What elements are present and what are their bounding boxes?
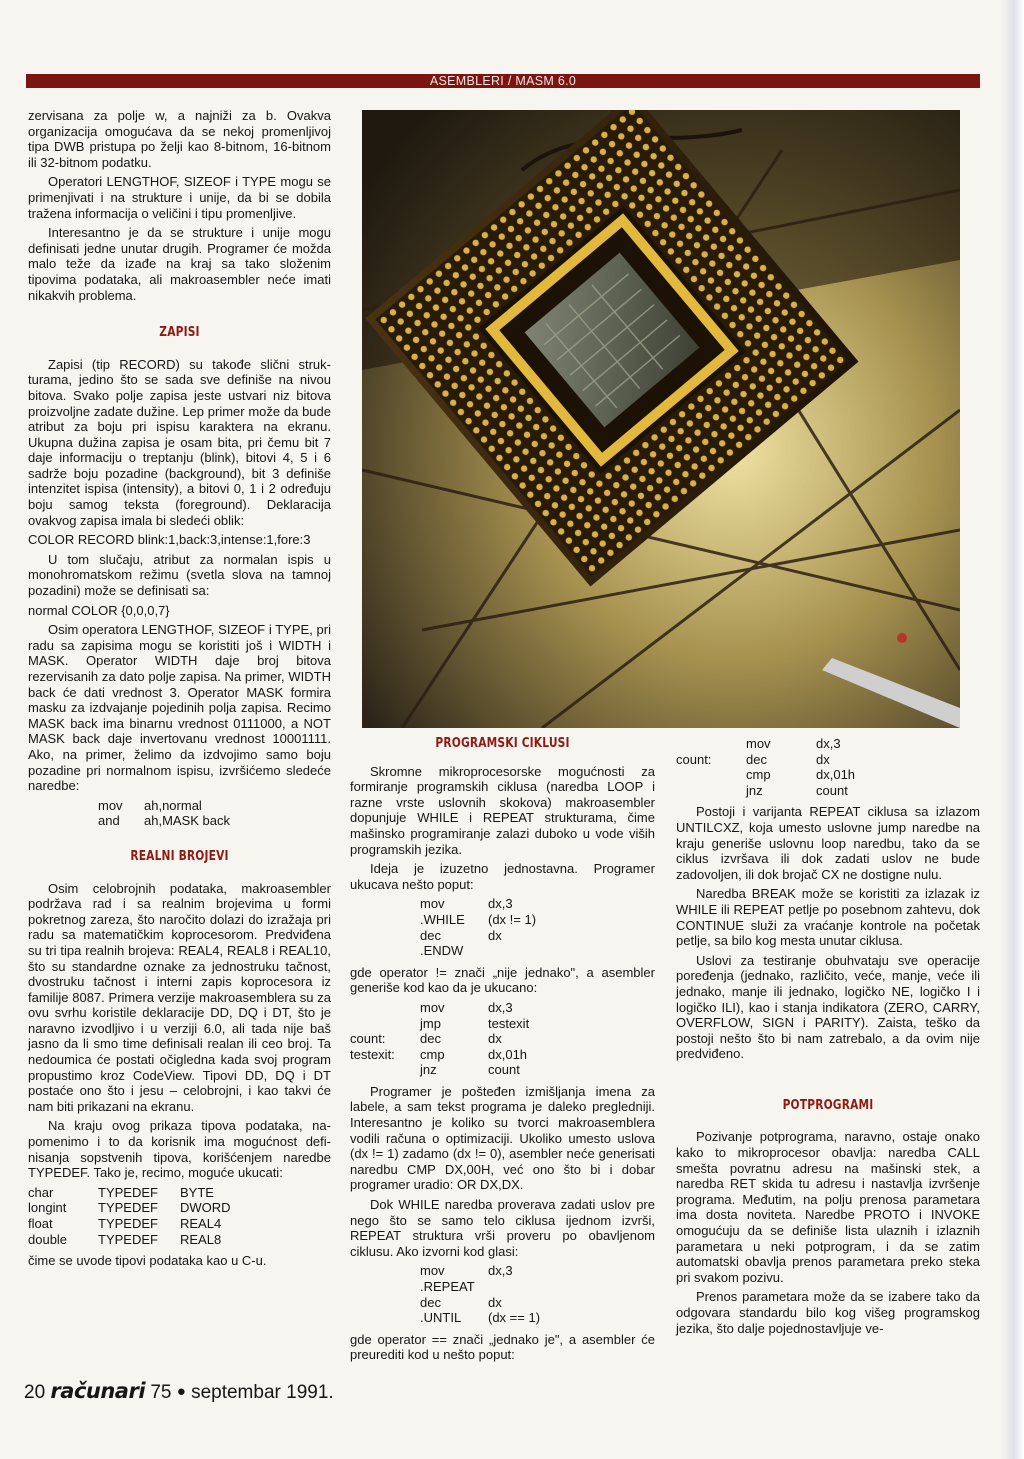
code-row xyxy=(350,1016,655,1032)
paragraph: Uslovi za testiranje obuhvataju sve operacije poređenja (jednako, različito, veće, manje, veće ili jednako, manje ili jednako, logičko NE, logičko I i logičko ILI), kao i stanja indikatora (ZERO, CARRY, OVERFLOW, SIGN i PARITY). Zaista, teško da postoji nešto što bi nam zatrebalo, a da ovim nije predviđeno. xyxy=(676,952,980,1062)
code-arg: testexit xyxy=(488,1015,530,1031)
paragraph: Zapisi (tip RECORD) su takođe slični strukturama, jedino što se sada sve definiše na nivou bitova. Svako polje zapisa jeste ustvari niz bitova proizvoljne zadate dužine. Lep primer može da bude atribut za boju pri ispisu karaktera na ekranu. Ukupna dužina zapisa je osam bita, pri čemu bit 7 daje informaciju o treptanju (blink), bitovi 4, 5 i 6 sadrže boju pozadine (background), bit 3 definiše intenzitet ispisa (intensity), a bitovi 0, 1 i 2 određuju boju samog teksta (foreground). Deklaracija ovakvog zapisa imala bi sledeći oblik: xyxy=(28,356,331,528)
section-title-realni-brojevi: REALNI BROJEVI xyxy=(130,848,229,864)
code-arg: dx,01h xyxy=(816,767,856,783)
code-row xyxy=(420,896,655,912)
typedef-name: double xyxy=(28,1231,68,1247)
code-arg: dx xyxy=(488,927,502,943)
code-op: .WHILE xyxy=(420,911,465,927)
code-op: cmp xyxy=(746,767,771,783)
typedef-keyword: TYPEDEF xyxy=(98,1231,158,1247)
code-label: count: xyxy=(350,1031,386,1047)
code-row xyxy=(350,1000,655,1016)
code-row xyxy=(420,928,655,944)
paragraph: Dok WHILE naredba proverava zadati uslov pre nego što se samo telo ciklusa ijednom izvrši, REPEAT struktura vrši proveru po obavljenom ciklusu. Ako izvorni kod glasi: xyxy=(350,1197,655,1259)
code-arg: dx xyxy=(816,751,830,767)
code-op: mov xyxy=(746,736,771,751)
code-op: .ENDW xyxy=(420,943,464,959)
paragraph: gde operator != znači „nije jednako", a asembler generiše kod kao da je ukucano: xyxy=(350,964,655,996)
code-row xyxy=(28,1216,331,1232)
paragraph: U tom slučaju, atribut za normalan ispis u monohromatskom režimu (svetla slova na tamnoj pozadini) može se definisati sa: xyxy=(28,551,331,599)
code-op: dec xyxy=(420,1031,441,1047)
typedef-type: REAL8 xyxy=(180,1231,222,1247)
paragraph: Osim operatora LENGTHOF, SIZEOF i TYPE, pri radu sa zapisima mogu se koristiti još i WIDTH i MASK. Operator WIDTH daje broj bitova rezervisanih za dato polje zapisa. Na primer, WIDTH back će dati vrednost 3. Operator MASK formira masku za izdvajanje pojedinih polja zapisa. Recimo MASK back ima binarnu vrednost 0111000, a NOT MASK back daje invertovanu vrednost 10001111. Ako, na primer, želimo da izdvojimo samo boju pozadine pri normalnom ispisu, izvršićemo sledeće naredbe: xyxy=(28,622,331,794)
code-arg: count xyxy=(488,1062,520,1078)
page-footer xyxy=(24,1380,334,1405)
typedef-name: float xyxy=(28,1216,53,1231)
code-op: dec xyxy=(420,927,441,943)
cpu-chip-photo xyxy=(362,110,960,728)
code-line: COLOR RECORD blink:1,back:3,intense:1,fore:3 xyxy=(28,532,311,548)
code-row xyxy=(676,752,980,768)
typedef-keyword: TYPEDEF xyxy=(98,1200,158,1216)
paragraph: Postoji i varijanta REPEAT ciklusa sa izlazom UNTILCXZ, koja umesto uslovne jump naredbe na kraju generiše uslovnu loop naredbu, tako da se ciklus izvršava ili dok zadati uslov ne bude zadovoljen, ili dok brojač CX ne dostigne nulu. xyxy=(676,804,980,882)
code-op: mov xyxy=(420,1263,445,1279)
issue-number: 75 xyxy=(150,1382,172,1403)
code-label xyxy=(350,1062,420,1078)
typedef-type: BYTE xyxy=(180,1184,214,1200)
code-row xyxy=(350,1031,655,1047)
code-row xyxy=(676,736,980,752)
paragraph: Prenos parametara može da se izabere tako da odgovara standardu bilo kog višeg programskog jezika, što dalje pojednostavljuje ve- xyxy=(676,1289,980,1336)
magazine-logo: računari xyxy=(50,1379,146,1403)
code-block xyxy=(350,896,655,958)
code-op: .UNTIL xyxy=(420,1310,462,1326)
paragraph: Operatori LENGTHOF, SIZEOF i TYPE mogu se primenjivati i na strukture i unije, da bi se dobila tražena informacija o veličini i tipu promenljive. xyxy=(28,174,331,221)
paragraph: Pozivanje potprograma, naravno, ostaje onako kako to mikroprocesor obavlja: naredba CALL smešta povratnu adresu na mašinski stek, a naredba RET skida tu adresu i nastavlja izvršenje programa. Međutim, na polju prenosa parametara ima dosta noviteta. Naredbe PROTO i INVOKE omogućuju da se definiše lista ulaznih i izlaznih parametara u neki potprogram, i da se zatim automatski obavlja prenos parametara preko steka pri svakom pozivu. xyxy=(676,1129,980,1285)
code-label xyxy=(676,783,746,799)
code-label xyxy=(350,1016,420,1032)
paragraph: zervisana za polje w, a najniži za b. Ovakva organizacija omogućava da se nekoj promenljivoj tipa DWB pristupa po želji kao 8-bitnom, 16-bitnom ili 32-bitnom podatku. xyxy=(28,108,331,170)
code-row xyxy=(350,1062,655,1078)
code-op: and xyxy=(98,813,120,829)
code-arg: dx,01h xyxy=(488,1046,528,1062)
code-op: jmp xyxy=(420,1015,441,1031)
paragraph: čime se uvode tipovi podataka kao u C-u. xyxy=(28,1253,267,1269)
code-op: mov xyxy=(98,797,123,813)
code-row xyxy=(420,1295,655,1311)
code-arg: dx,3 xyxy=(488,999,513,1015)
paragraph: gde operator == znači „jednako je", a asembler će preurediti kod u nešto poput: xyxy=(350,1331,655,1363)
section-title-potprogrami: POTPROGRAMI xyxy=(782,1097,874,1113)
running-header xyxy=(26,74,980,88)
typedef-name: char xyxy=(28,1184,54,1200)
code-row xyxy=(676,783,980,799)
code-row xyxy=(28,1185,331,1201)
typedef-keyword: TYPEDEF xyxy=(98,1184,158,1200)
code-op: mov xyxy=(420,999,445,1015)
paragraph: Programer je pošteđen izmišljanja imena za labele, a sam tekst programa je daleko pregledniji. Interesantno je koliko su tvorci makroasemblera vodili računa o optimizaciji. Ukoliko umesto uslova (dx != 1) zadamo (dx != 0), asembler neće generisati naredbu CMP DX,00H, već ono što bi i dobar programer uradio: OR DX,DX. xyxy=(350,1083,655,1193)
code-arg: dx xyxy=(488,1031,502,1047)
page-number: 20 xyxy=(24,1382,46,1403)
paragraph: Na kraju ovog prikaza tipova podataka, napomenimo i to da korisnik ima mogućnost definisanja sopstvenih tipova, korišćenjem naredbe TYPEDEF. Tako je, recimo, moguće ukucati: xyxy=(28,1118,331,1181)
code-arg: (dx != 1) xyxy=(488,911,537,927)
typedef-block xyxy=(28,1185,331,1247)
paragraph: Interesantno je da se strukture i unije mogu definisati jedne unutar drugih. Programer će možda malo teže da izađe na kraj sa tako složenim tipovima podataka, ali makroasembler neće imati nikakvih problema. xyxy=(28,225,331,303)
code-row xyxy=(420,1279,655,1295)
code-row xyxy=(350,1047,655,1063)
code-row xyxy=(28,1232,331,1248)
paragraph: Ideja je izuzetno jednostavna. Programer ukucava nešto poput: xyxy=(350,861,655,892)
code-arg: dx,3 xyxy=(816,736,841,751)
code-row xyxy=(28,1200,331,1216)
code-label: count: xyxy=(676,751,712,767)
code-label xyxy=(676,736,746,752)
code-block xyxy=(28,798,331,829)
code-arg: dx,3 xyxy=(488,1263,513,1279)
code-op: cmp xyxy=(420,1046,445,1062)
code-label xyxy=(676,767,746,783)
code-row xyxy=(98,813,331,829)
code-row xyxy=(676,767,980,783)
code-op: dec xyxy=(420,1294,441,1310)
code-label: testexit: xyxy=(350,1046,395,1062)
paragraph: Skromne mikroprocesorske mogućnosti za formiranje programskih ciklusa (naredba LOOP i razne vrste uslovnih skokova) makroasembler dopunjuje WHILE i REPEAT strukturama, čime mašinsko programiranje zalazi duboko u vode viših programskih jezika. xyxy=(350,763,655,857)
code-block xyxy=(350,1000,655,1078)
section-title-zapisi: ZAPISI xyxy=(159,325,200,341)
typedef-keyword: TYPEDEF xyxy=(98,1216,158,1231)
column-right xyxy=(676,736,980,1340)
code-row xyxy=(420,943,655,959)
paragraph: Naredba BREAK može se koristiti za izlazak iz WHILE ili REPEAT petlje po posebnom zahtevu, dok CONTINUE služi za vraćanje kontrole na početak petlje, sa bilo kog mesta unutar ciklusa. xyxy=(676,886,980,949)
code-op: dec xyxy=(746,751,767,767)
issue-date: septembar 1991. xyxy=(191,1382,334,1403)
typedef-name: longint xyxy=(28,1200,67,1216)
column-left xyxy=(28,108,331,1273)
code-op: jnz xyxy=(746,782,763,798)
section-title-programski-ciklusi: PROGRAMSKI CIKLUSI xyxy=(435,736,570,751)
bullet-separator: ● xyxy=(176,1383,186,1400)
code-arg: ah,normal xyxy=(144,797,202,813)
code-row xyxy=(420,1263,655,1279)
code-label xyxy=(350,1000,420,1016)
code-row xyxy=(420,912,655,928)
paragraph: Osim celobrojnih podataka, makroasembler podržava rad i sa realnim brojevima u formi pokretnog zareza, što naročito dolazi do izražaja pri radu sa matematičkim koprocesorom. Predviđena su tri tipa realnih brojeva: REAL4, REAL8 i REAL10, što su standardne oznake za jednostruku tačnost, dvostruku tačnost i interni zapis koprocesora iz familije 8087. Primera verzije makroasemblera su za ovu svrhu koristile deklaracije DD, DQ i DT, što je naravno izvodljivo i u verziji 6.0, ali tada nije baš jasno da li smo time definisali realan ili ceo broj. Ta nedoumica će postati očigledna kada svoj program propustimo kroz CodeView. Tipovi DD, DQ i DT postaće ono što i jesu – celobrojni, i kao takvi će nam biti prikazani na ekranu. xyxy=(28,880,331,1114)
code-op: .REPEAT xyxy=(420,1279,475,1294)
typedef-type: REAL4 xyxy=(180,1216,222,1231)
code-op: mov xyxy=(420,896,445,912)
header-title: ASEMBLERI / MASM 6.0 xyxy=(429,74,577,88)
column-middle xyxy=(350,736,655,1367)
code-arg: count xyxy=(816,782,848,798)
code-arg: (dx == 1) xyxy=(488,1310,541,1326)
code-row xyxy=(420,1310,655,1326)
typedef-type: DWORD xyxy=(180,1200,231,1216)
code-arg: dx,3 xyxy=(488,896,513,912)
code-line: normal COLOR {0,0,0,7} xyxy=(28,602,170,618)
code-arg: ah,MASK back xyxy=(144,813,230,829)
code-block xyxy=(676,736,980,798)
code-block xyxy=(350,1263,655,1325)
page-edge xyxy=(1002,0,1024,1459)
code-op: jnz xyxy=(420,1062,437,1078)
code-arg: dx xyxy=(488,1294,502,1310)
code-row xyxy=(98,798,331,814)
